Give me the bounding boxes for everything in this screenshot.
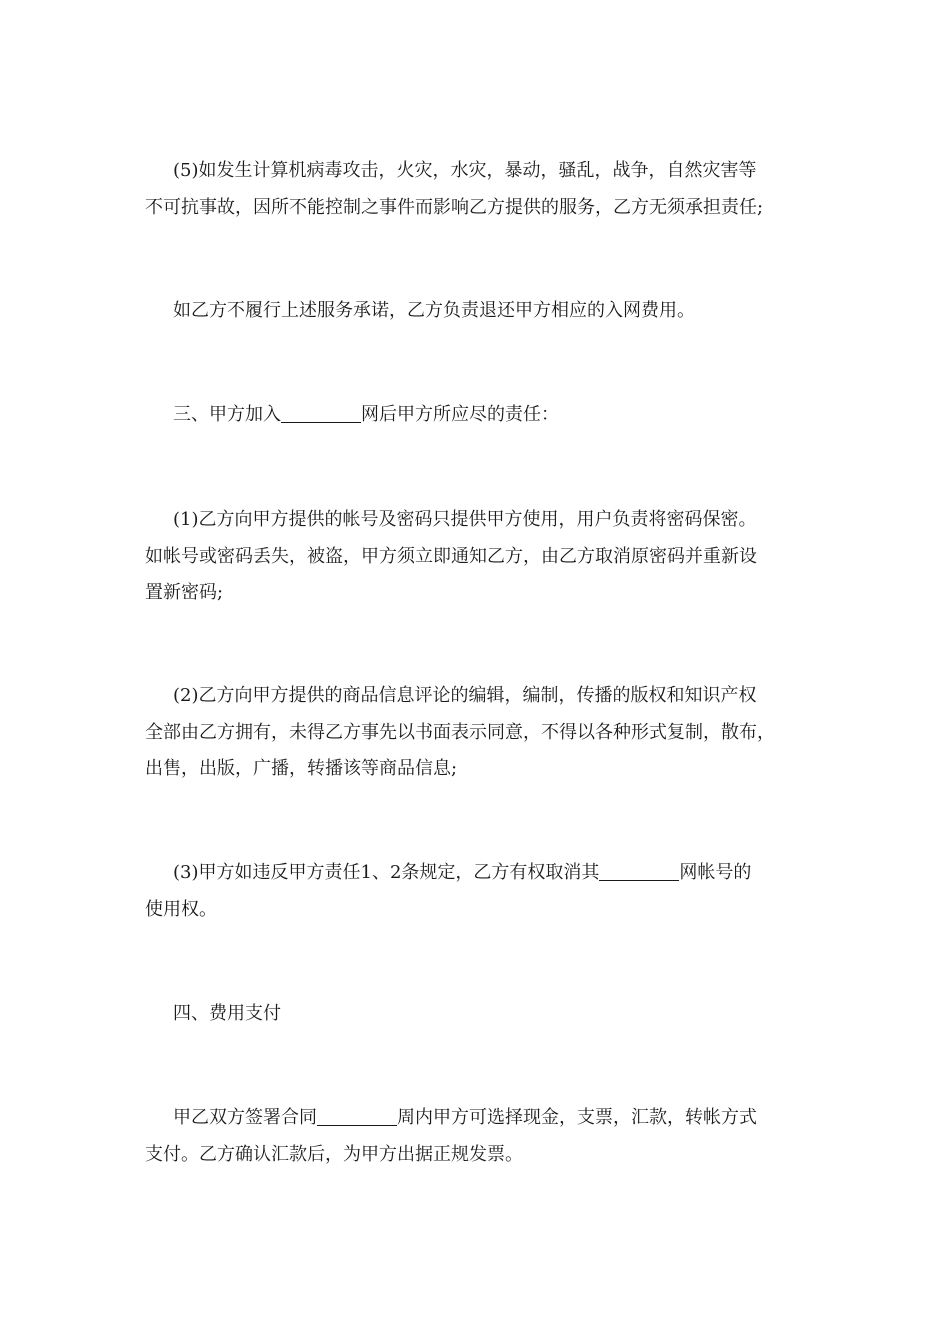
text-line: 如帐号或密码丢失，被盗，甲方须立即通知乙方，由乙方取消原密码并重新设 [145, 545, 757, 567]
text-line: 出售，出版，广播，转播该等商品信息; [145, 758, 458, 779]
paragraph-clause-1 [145, 502, 810, 612]
paragraph-refund [145, 293, 810, 330]
paragraph-clause-2 [145, 678, 810, 788]
text-line: 不可抗事故，因所不能控制之事件而影响乙方提供的服务，乙方无须承担责任; [145, 196, 764, 218]
section-heading-three [145, 397, 810, 434]
payment-text-after: 周内甲方可选择现金，支票，汇款，转帐方式 [397, 1107, 757, 1128]
text-line [145, 397, 810, 434]
text-line [145, 855, 810, 892]
heading-text-before: 三、甲方加入 [173, 404, 281, 425]
text-line: 支付。乙方确认汇款后，为甲方出据正规发票。 [145, 1143, 523, 1165]
text-line: (5)如发生计算机病毒攻击，火灾，水灾，暴动，骚乱，战争，自然灾害等 [173, 160, 757, 181]
payment-text-before: 甲乙双方签署合同 [173, 1107, 317, 1128]
text-line: 四、费用支付 [173, 1003, 281, 1024]
text-line: 全部由乙方拥有，未得乙方事先以书面表示同意，不得以各种形式复制，散布， [145, 721, 775, 743]
text-line: (1)乙方向甲方提供的帐号及密码只提供甲方使用，用户负责将密码保密。 [173, 509, 757, 530]
clause-text-before: (3)甲方如违反甲方责任1、2条规定，乙方有权取消其 [173, 862, 600, 883]
fill-in-blank [599, 860, 679, 881]
paragraph-clause-3 [145, 855, 810, 928]
paragraph-payment [145, 1100, 810, 1173]
clause-text-after: 网帐号的 [679, 862, 752, 883]
text-line: 置新密码; [145, 582, 224, 603]
text-line: (2)乙方向甲方提供的商品信息评论的编辑，编制，传播的版权和知识产权 [173, 685, 757, 706]
paragraph-force-majeure [145, 153, 810, 226]
fill-in-blank [317, 1105, 397, 1126]
text-line: 使用权。 [145, 898, 217, 920]
text-line: 如乙方不履行上述服务承诺，乙方负责退还甲方相应的入网费用。 [173, 300, 695, 321]
section-heading-four [145, 996, 810, 1033]
text-line [145, 1100, 810, 1137]
heading-text-after: 网后甲方所应尽的责任： [361, 404, 559, 425]
fill-in-blank [281, 402, 361, 423]
